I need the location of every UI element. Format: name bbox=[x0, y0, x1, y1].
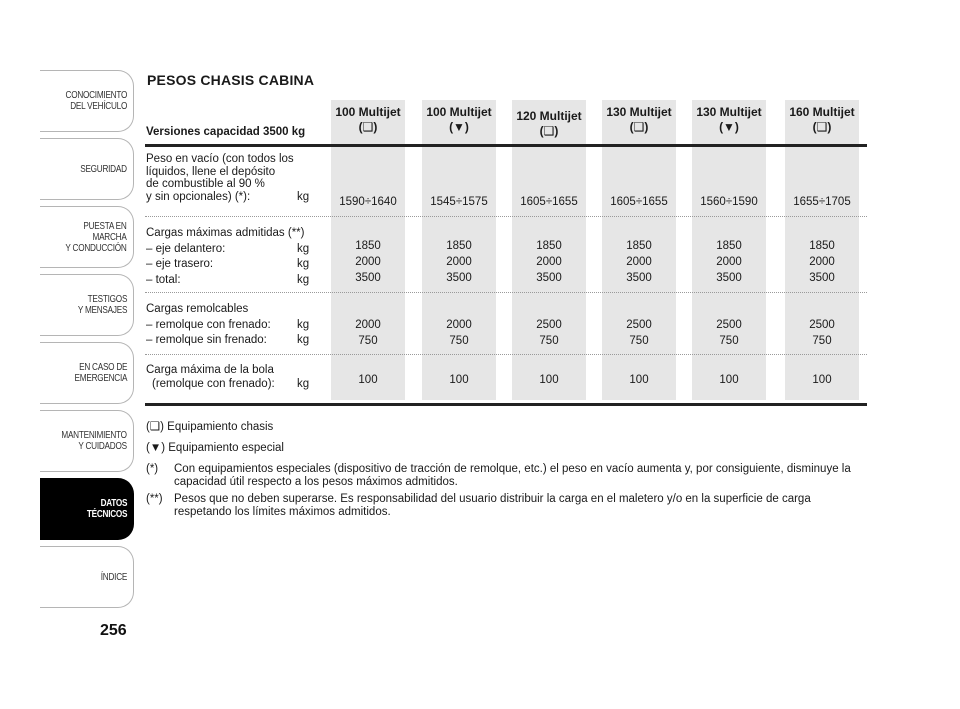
tab-emergencia[interactable] bbox=[40, 342, 134, 404]
tab-label: CONOCIMIENTO DEL VEHÍCULO bbox=[65, 90, 127, 112]
column-header: 130 Multijet (❑) bbox=[606, 105, 672, 134]
header-label: Versiones capacidad 3500 kg bbox=[146, 126, 306, 138]
cell-towable: 2000 750 bbox=[355, 319, 381, 347]
cell-max-loads: 1850 2000 3500 bbox=[809, 240, 835, 284]
cell-max-loads: 1850 2000 3500 bbox=[536, 240, 562, 284]
cell-towable: 2500 750 bbox=[809, 319, 835, 347]
tab-label: TESTIGOS Y MENSAJES bbox=[77, 294, 127, 316]
tab-conocimiento-vehiculo[interactable] bbox=[40, 70, 134, 132]
tab-label: EN CASO DE EMERGENCIA bbox=[74, 362, 127, 384]
tab-label: PUESTA EN MARCHA Y CONDUCCIÓN bbox=[65, 220, 127, 254]
tab-puesta-en-marcha[interactable] bbox=[40, 206, 134, 268]
column-header: 100 Multijet (▼) bbox=[426, 105, 492, 134]
footnotes bbox=[146, 421, 866, 527]
sidebar-nav bbox=[40, 70, 134, 614]
tab-label: SEGURIDAD bbox=[80, 163, 127, 175]
column-header: 160 Multijet (❑) bbox=[789, 105, 855, 134]
footnote: (*) Con equipamientos especiales (dispositivo de tracción de remolque, etc.) el peso en vacío aumenta y, por consiguiente, disminuye la capacidad útil respecto a los pesos máximos admitidos. bbox=[146, 463, 851, 488]
cell-max-loads: 1850 2000 3500 bbox=[446, 240, 472, 284]
tab-indice[interactable] bbox=[40, 546, 134, 608]
cell-empty-weight: 1605÷1655 bbox=[610, 196, 668, 208]
cell-towable: 2000 750 bbox=[446, 319, 472, 347]
cell-max-loads: 1850 2000 3500 bbox=[626, 240, 652, 284]
row-label-max-loads: Cargas máximas admitidas (**) – eje delantero: kg – eje trasero: kg – total: kg bbox=[146, 227, 310, 286]
weights-table bbox=[145, 100, 867, 410]
cell-empty-weight: 1590÷1640 bbox=[339, 196, 397, 208]
row-label-towable: Cargas remolcables – remolque con frenado: kg – remolque sin frenado: kg bbox=[146, 303, 310, 346]
cell-ball-load: 100 bbox=[719, 374, 739, 386]
cell-ball-load: 100 bbox=[358, 374, 378, 386]
cell-empty-weight: 1545÷1575 bbox=[430, 196, 488, 208]
cell-towable: 2500 750 bbox=[626, 319, 652, 347]
page-title: PESOS CHASIS CABINA bbox=[147, 72, 315, 88]
cell-max-loads: 1850 2000 3500 bbox=[716, 240, 742, 284]
footnote: (▼) Equipamiento especial bbox=[146, 442, 284, 454]
row-divider bbox=[145, 354, 867, 355]
footnote: (❑) Equipamiento chasis bbox=[146, 421, 274, 433]
header-rule bbox=[145, 144, 867, 147]
cell-ball-load: 100 bbox=[629, 374, 649, 386]
cell-ball-load: 100 bbox=[539, 374, 559, 386]
cell-max-loads: 1850 2000 3500 bbox=[355, 240, 381, 284]
tab-label: MANTENIMIENTO Y CUIDADOS bbox=[61, 430, 127, 452]
tab-label: ÍNDICE bbox=[100, 571, 127, 583]
row-divider bbox=[145, 216, 867, 217]
tab-testigos-mensajes[interactable] bbox=[40, 274, 134, 336]
tab-label: DATOS TÉCNICOS bbox=[86, 498, 127, 520]
tab-datos-tecnicos[interactable] bbox=[40, 478, 134, 540]
page-number: 256 bbox=[100, 622, 127, 639]
footnote: (**) Pesos que no deben superarse. Es responsabilidad del usuario distribuir la carga en el maletero y/o en la superficie de carga respetando los límites máximos admitidos. bbox=[146, 493, 811, 518]
cell-towable: 2500 750 bbox=[536, 319, 562, 347]
row-divider bbox=[145, 292, 867, 293]
cell-empty-weight: 1560÷1590 bbox=[700, 196, 758, 208]
column-header: 100 Multijet (❑) bbox=[335, 105, 401, 134]
table-bottom-rule bbox=[145, 403, 867, 406]
row-label-empty-weight: Peso en vacío (con todos los líquidos, llene el depósito de combustible al 90 % y sin opcionales) (*): kg bbox=[146, 153, 310, 203]
cell-empty-weight: 1655÷1705 bbox=[793, 196, 851, 208]
tab-mantenimiento[interactable] bbox=[40, 410, 134, 472]
cell-ball-load: 100 bbox=[812, 374, 832, 386]
cell-empty-weight: 1605÷1655 bbox=[520, 196, 578, 208]
tab-seguridad[interactable] bbox=[40, 138, 134, 200]
cell-towable: 2500 750 bbox=[716, 319, 742, 347]
column-header: 120 Multijet (❑) bbox=[516, 109, 582, 138]
row-label-ball-load: Carga máxima de la bola (remolque con frenado): kg bbox=[146, 364, 310, 390]
column-header: 130 Multijet (▼) bbox=[696, 105, 762, 134]
cell-ball-load: 100 bbox=[449, 374, 469, 386]
